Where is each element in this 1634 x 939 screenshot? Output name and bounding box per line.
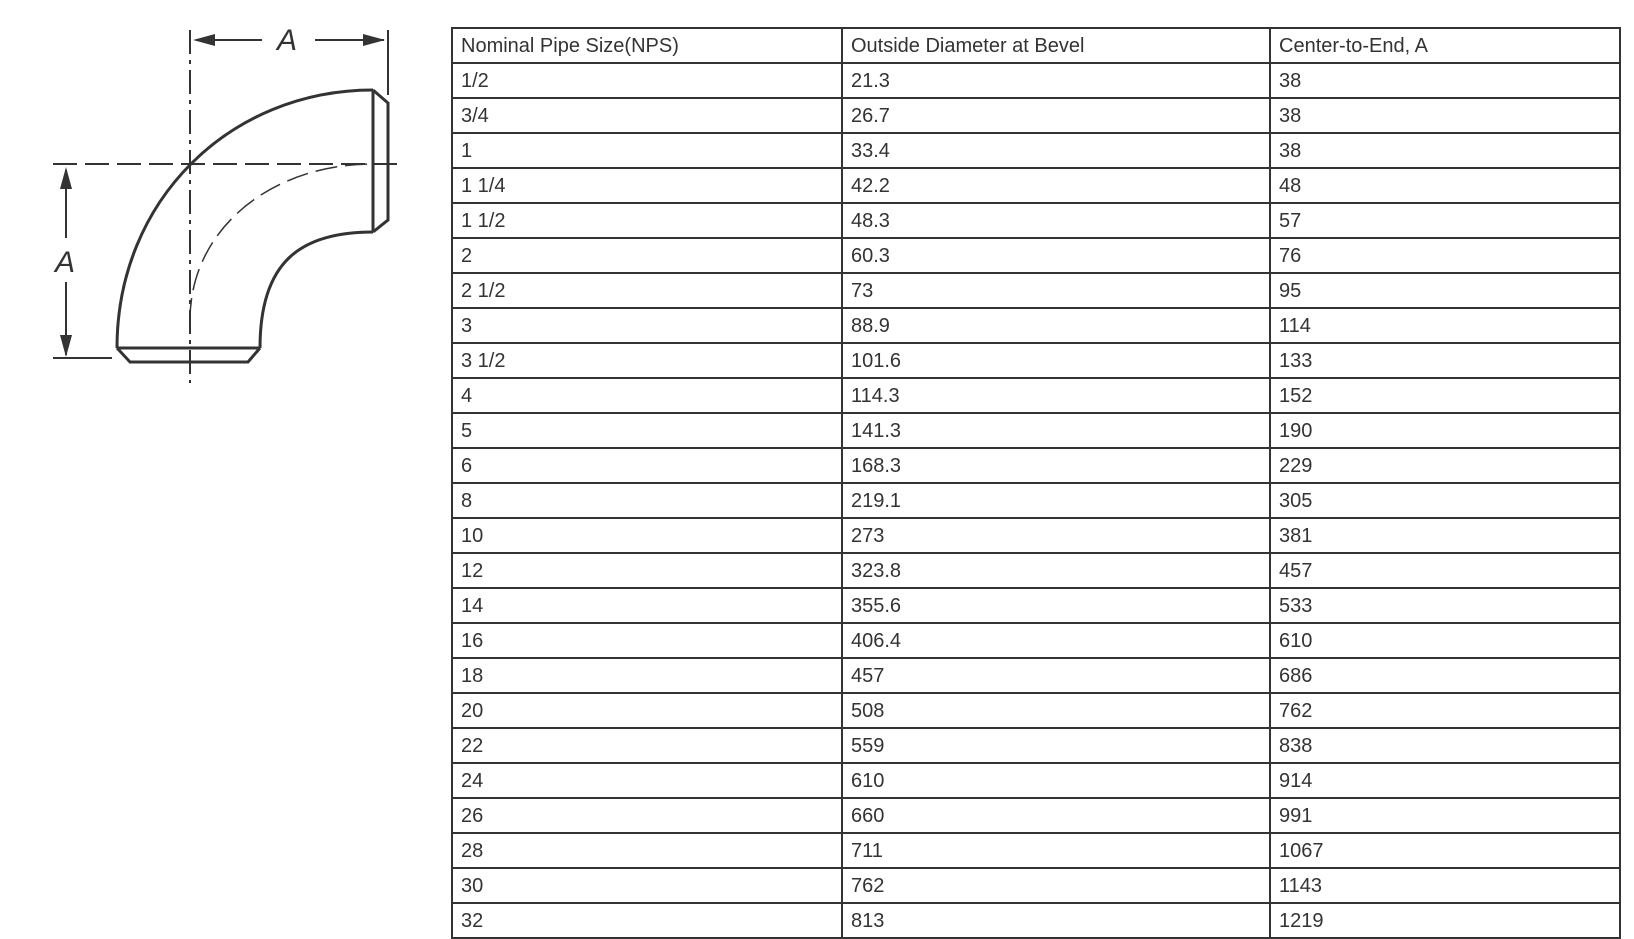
elbow-inner-arc — [260, 232, 373, 348]
table-row — [452, 518, 1620, 553]
arrow-left-icon — [193, 34, 215, 46]
cell-nps: 10 — [452, 518, 842, 553]
cell-outside-diameter: 813 — [842, 903, 1270, 938]
arrow-down-icon — [60, 335, 72, 357]
cell-center-to-end: 914 — [1270, 763, 1620, 798]
table-row — [452, 98, 1620, 133]
table-row — [452, 63, 1620, 98]
table-row — [452, 763, 1620, 798]
cell-nps: 1 1/2 — [452, 203, 842, 238]
table-row — [452, 273, 1620, 308]
cell-nps: 4 — [452, 378, 842, 413]
cell-center-to-end: 190 — [1270, 413, 1620, 448]
cell-nps: 3 — [452, 308, 842, 343]
table-row — [452, 133, 1620, 168]
table-row — [452, 658, 1620, 693]
cell-nps: 12 — [452, 553, 842, 588]
header-center-to-end: Center-to-End, A — [1270, 28, 1620, 63]
cell-outside-diameter: 559 — [842, 728, 1270, 763]
cell-nps: 20 — [452, 693, 842, 728]
elbow-dimensions-table — [451, 27, 1621, 939]
cell-nps: 8 — [452, 483, 842, 518]
cell-outside-diameter: 168.3 — [842, 448, 1270, 483]
bevel-end-bottom — [117, 348, 260, 362]
cell-center-to-end: 38 — [1270, 133, 1620, 168]
cell-center-to-end: 1219 — [1270, 903, 1620, 938]
elbow-centerline-arc — [190, 164, 373, 320]
cell-center-to-end: 38 — [1270, 98, 1620, 133]
table-row — [452, 413, 1620, 448]
table-row — [452, 448, 1620, 483]
cell-outside-diameter: 762 — [842, 868, 1270, 903]
arrow-right-icon — [363, 34, 385, 46]
cell-nps: 6 — [452, 448, 842, 483]
dimension-label-horizontal: A — [277, 24, 298, 57]
cell-center-to-end: 762 — [1270, 693, 1620, 728]
cell-center-to-end: 991 — [1270, 798, 1620, 833]
cell-center-to-end: 610 — [1270, 623, 1620, 658]
cell-nps: 22 — [452, 728, 842, 763]
elbow-diagram — [0, 0, 430, 400]
table-row — [452, 868, 1620, 903]
cell-nps: 5 — [452, 413, 842, 448]
cell-nps: 3/4 — [452, 98, 842, 133]
cell-outside-diameter: 73 — [842, 273, 1270, 308]
cell-center-to-end: 229 — [1270, 448, 1620, 483]
cell-outside-diameter: 42.2 — [842, 168, 1270, 203]
cell-outside-diameter: 508 — [842, 693, 1270, 728]
cell-nps: 1 — [452, 133, 842, 168]
cell-center-to-end: 457 — [1270, 553, 1620, 588]
table-row — [452, 483, 1620, 518]
cell-nps: 26 — [452, 798, 842, 833]
cell-outside-diameter: 219.1 — [842, 483, 1270, 518]
bevel-end-right — [373, 90, 388, 232]
cell-center-to-end: 57 — [1270, 203, 1620, 238]
table-row — [452, 588, 1620, 623]
cell-center-to-end: 95 — [1270, 273, 1620, 308]
cell-outside-diameter: 273 — [842, 518, 1270, 553]
cell-outside-diameter: 33.4 — [842, 133, 1270, 168]
cell-outside-diameter: 610 — [842, 763, 1270, 798]
cell-outside-diameter: 711 — [842, 833, 1270, 868]
table-row — [452, 203, 1620, 238]
table-row — [452, 728, 1620, 763]
cell-nps: 2 — [452, 238, 842, 273]
cell-nps: 1 1/4 — [452, 168, 842, 203]
table-row — [452, 343, 1620, 378]
cell-outside-diameter: 141.3 — [842, 413, 1270, 448]
cell-nps: 18 — [452, 658, 842, 693]
cell-nps: 24 — [452, 763, 842, 798]
cell-nps: 30 — [452, 868, 842, 903]
table-row — [452, 553, 1620, 588]
cell-outside-diameter: 88.9 — [842, 308, 1270, 343]
table-row — [452, 798, 1620, 833]
cell-center-to-end: 38 — [1270, 63, 1620, 98]
table-header-row — [452, 28, 1620, 63]
cell-center-to-end: 133 — [1270, 343, 1620, 378]
cell-nps: 2 1/2 — [452, 273, 842, 308]
cell-center-to-end: 1067 — [1270, 833, 1620, 868]
table-row — [452, 623, 1620, 658]
cell-nps: 32 — [452, 903, 842, 938]
cell-outside-diameter: 48.3 — [842, 203, 1270, 238]
table-row — [452, 308, 1620, 343]
cell-outside-diameter: 457 — [842, 658, 1270, 693]
cell-center-to-end: 152 — [1270, 378, 1620, 413]
cell-center-to-end: 305 — [1270, 483, 1620, 518]
header-outside-diameter: Outside Diameter at Bevel — [842, 28, 1270, 63]
cell-outside-diameter: 355.6 — [842, 588, 1270, 623]
cell-nps: 3 1/2 — [452, 343, 842, 378]
cell-outside-diameter: 406.4 — [842, 623, 1270, 658]
cell-center-to-end: 48 — [1270, 168, 1620, 203]
cell-center-to-end: 381 — [1270, 518, 1620, 553]
cell-center-to-end: 838 — [1270, 728, 1620, 763]
header-nps: Nominal Pipe Size(NPS) — [452, 28, 842, 63]
table-row — [452, 903, 1620, 938]
cell-center-to-end: 114 — [1270, 308, 1620, 343]
cell-nps: 1/2 — [452, 63, 842, 98]
cell-outside-diameter: 323.8 — [842, 553, 1270, 588]
cell-nps: 16 — [452, 623, 842, 658]
arrow-up-icon — [60, 167, 72, 189]
table-row — [452, 833, 1620, 868]
cell-outside-diameter: 60.3 — [842, 238, 1270, 273]
elbow-outer-arc — [117, 90, 373, 348]
cell-nps: 14 — [452, 588, 842, 623]
table-row — [452, 238, 1620, 273]
table-row — [452, 378, 1620, 413]
cell-center-to-end: 686 — [1270, 658, 1620, 693]
cell-outside-diameter: 114.3 — [842, 378, 1270, 413]
cell-nps: 28 — [452, 833, 842, 868]
cell-center-to-end: 533 — [1270, 588, 1620, 623]
cell-center-to-end: 1143 — [1270, 868, 1620, 903]
cell-center-to-end: 76 — [1270, 238, 1620, 273]
cell-outside-diameter: 26.7 — [842, 98, 1270, 133]
cell-outside-diameter: 660 — [842, 798, 1270, 833]
table-row — [452, 693, 1620, 728]
dimension-label-vertical: A — [55, 246, 76, 279]
cell-outside-diameter: 21.3 — [842, 63, 1270, 98]
cell-outside-diameter: 101.6 — [842, 343, 1270, 378]
table-row — [452, 168, 1620, 203]
